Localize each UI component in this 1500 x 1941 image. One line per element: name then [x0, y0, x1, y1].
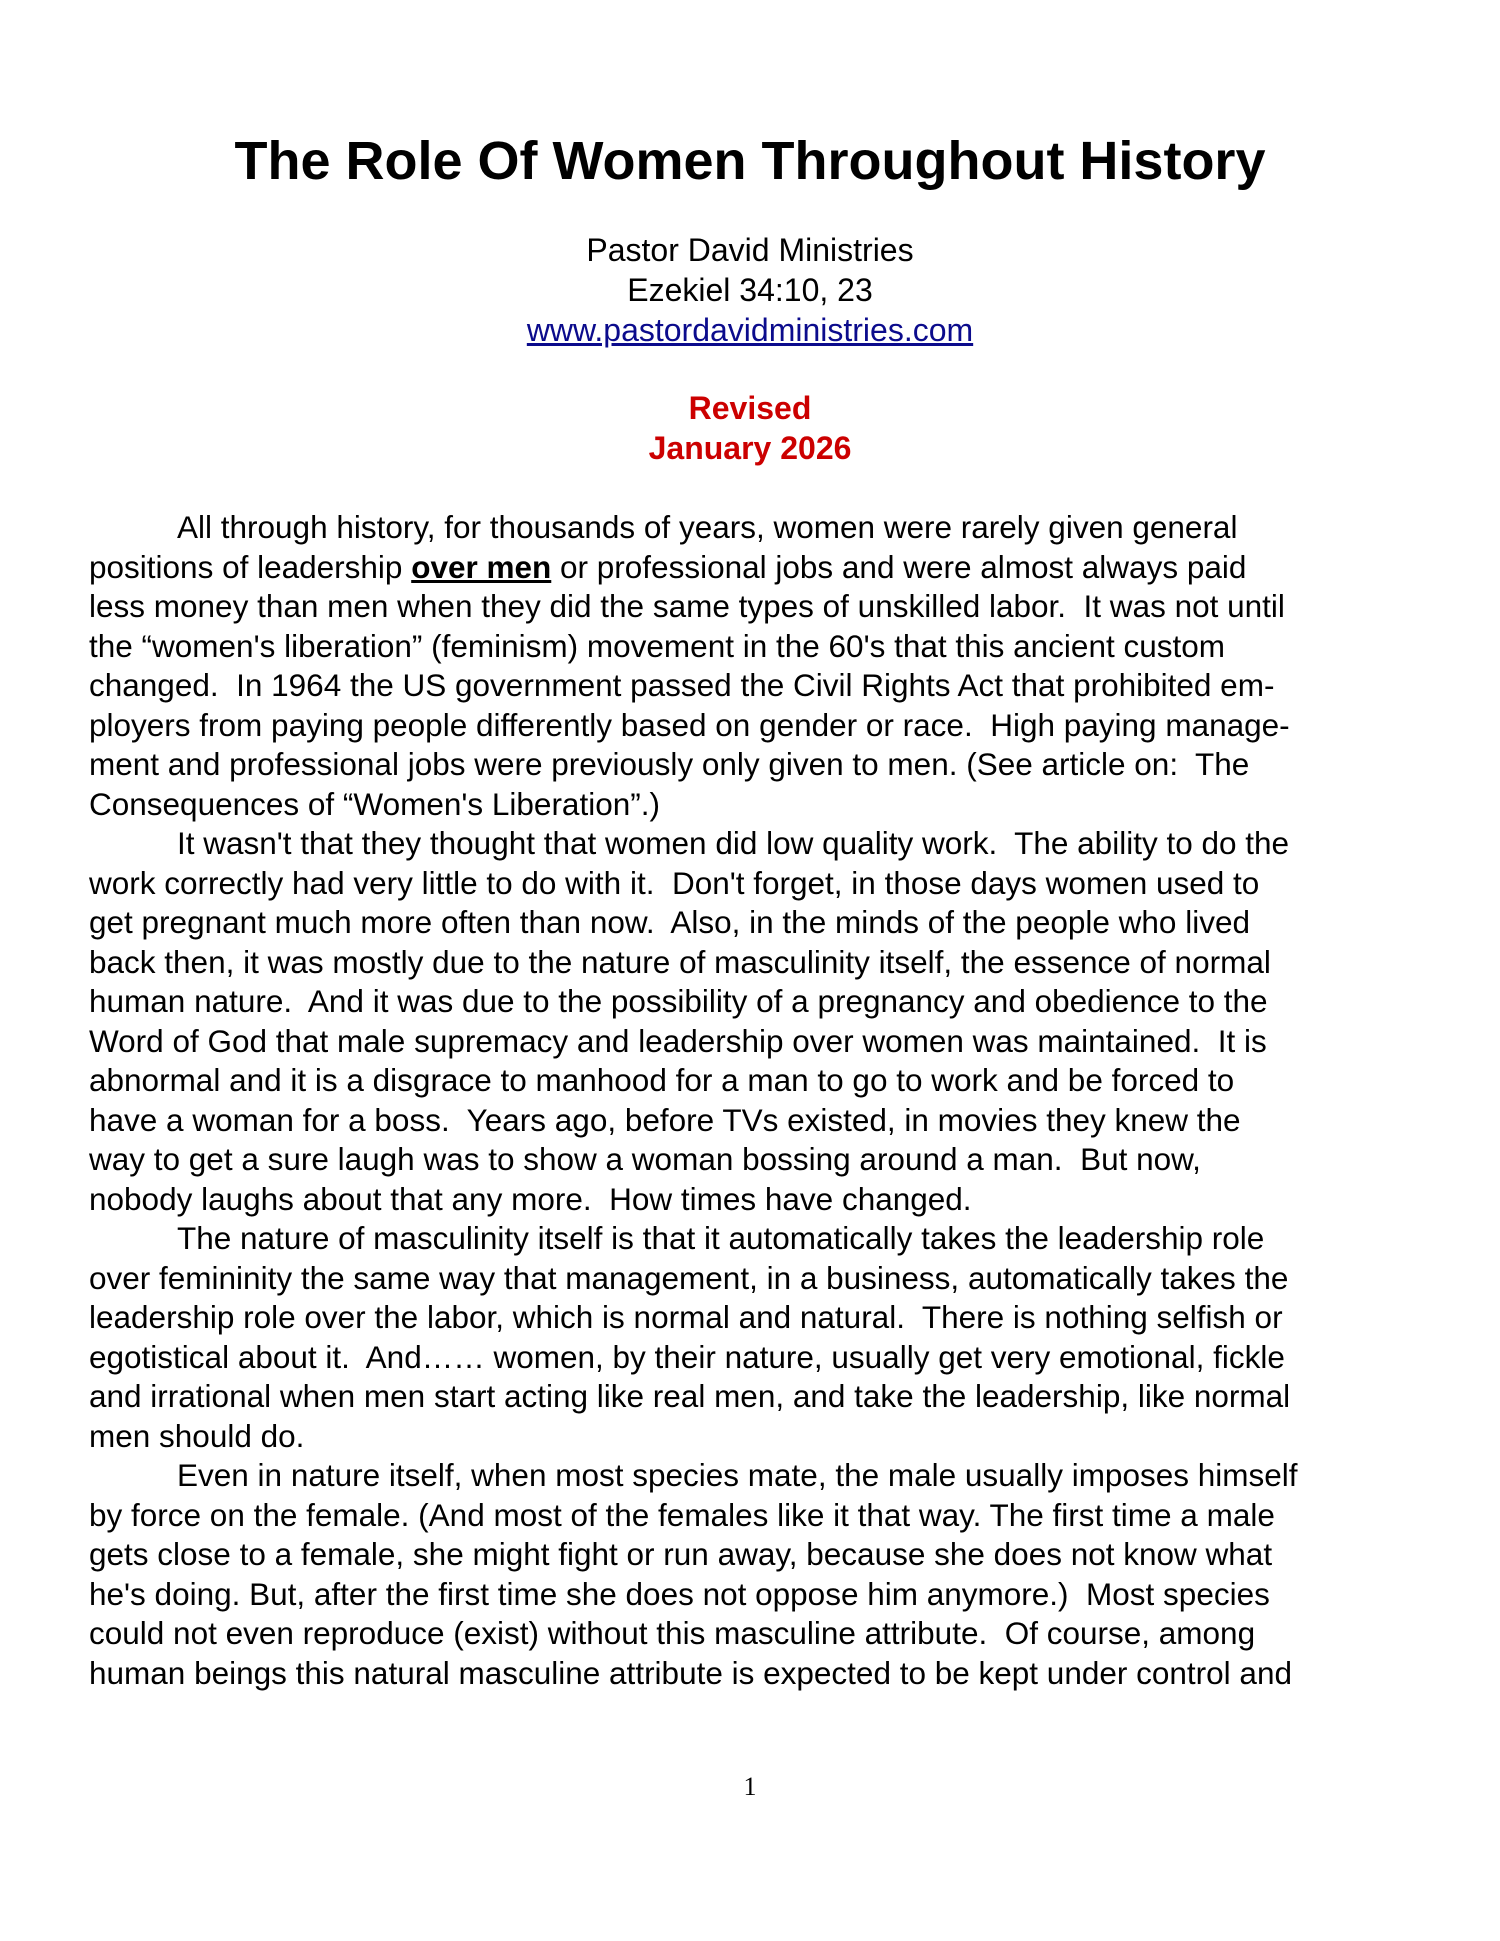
paragraph-line: Word of God that male supremacy and leadership over women was maintained. It is [89, 1022, 1267, 1059]
paragraph-line: the “women's liberation” (feminism) movement in the 60's that this ancient custom [89, 627, 1225, 664]
text-span: positions of leadership [89, 548, 412, 585]
paragraph-line: abnormal and it is a disgrace to manhood for a man to go to work and be forced to [89, 1062, 1235, 1098]
paragraph-line: human beings this natural masculine attribute is expected to be kept under control and [89, 1654, 1292, 1691]
author: Pastor David Ministries [586, 232, 914, 268]
paragraph-line: ment and professional jobs were previously only given to men. (See article on: The [89, 746, 1250, 782]
document-title: The Role Of Women Throughout History [234, 131, 1266, 191]
website-link[interactable]: www.pastordavidministries.com [526, 312, 974, 348]
paragraph-line: nobody laughs about that any more. How times have changed. [89, 1180, 972, 1217]
paragraph-line: It wasn't that they thought that women did low quality work. The ability to do the [177, 825, 1290, 861]
paragraph-line: Consequences of “Women's Liberation”.) [89, 785, 660, 822]
paragraph-line: human nature. And it was due to the possibility of a pregnancy and obedience to the [89, 983, 1268, 1019]
scripture-reference: Ezekiel 34:10, 23 [627, 272, 873, 308]
paragraph-line: gets close to a female, she might fight or run away, because she does not know what [89, 1536, 1273, 1572]
emphasized-text: over men [411, 548, 552, 585]
paragraph-line: work correctly had very little to do with it. Don't forget, in those days women used to [89, 864, 1260, 901]
paragraph-line: way to get a sure laugh was to show a woman bossing around a man. But now, [89, 1141, 1201, 1177]
paragraph-line: he's doing. But, after the first time she does not oppose him anymore.) Most species [89, 1575, 1270, 1612]
paragraph-line: changed. In 1964 the US government passed the Civil Rights Act that prohibited em- [89, 667, 1275, 703]
paragraph-line: over femininity the same way that management, in a business, automatically takes the [89, 1259, 1289, 1296]
paragraph-line: men should do. [89, 1417, 305, 1454]
article-body [89, 508, 1429, 1693]
paragraph-line: ployers from paying people differently based on gender or race. High paying manage- [89, 706, 1290, 743]
paragraph-line: less money than men when they did the same types of unskilled labor. It was not until [89, 588, 1285, 624]
paragraph-line: get pregnant much more often than now. Also, in the minds of the people who lived [89, 904, 1250, 940]
paragraph-line: Even in nature itself, when most species mate, the male usually imposes himself [177, 1457, 1298, 1493]
text-span: or professional jobs and were almost always paid [551, 548, 1247, 585]
paragraph-line: have a woman for a boss. Years ago, before TVs existed, in movies they knew the [89, 1101, 1241, 1138]
page-number: 1 [743, 1772, 757, 1801]
paragraph-line: egotistical about it. And…… women, by their nature, usually get very emotional, fickle [89, 1338, 1285, 1375]
paragraph-line: by force on the female. (And most of the females like it that way. The first time a male [89, 1496, 1275, 1533]
paragraph-line: and irrational when men start acting like real men, and take the leadership, like normal [89, 1378, 1291, 1414]
revised-label: Revised [688, 390, 812, 426]
paragraph-line: leadership role over the labor, which is normal and natural. There is nothing selfish or [89, 1299, 1283, 1335]
revised-date: January 2026 [648, 430, 852, 466]
paragraph-line: The nature of masculinity itself is that it automatically takes the leadership role [177, 1220, 1265, 1256]
paragraph-line [89, 548, 1429, 588]
paragraph-line: All through history, for thousands of years, women were rarely given general [177, 509, 1238, 545]
paragraph-line: back then, it was mostly due to the nature of masculinity itself, the essence of normal [89, 943, 1271, 980]
paragraph-line: could not even reproduce (exist) without this masculine attribute. Of course, among [89, 1615, 1256, 1651]
